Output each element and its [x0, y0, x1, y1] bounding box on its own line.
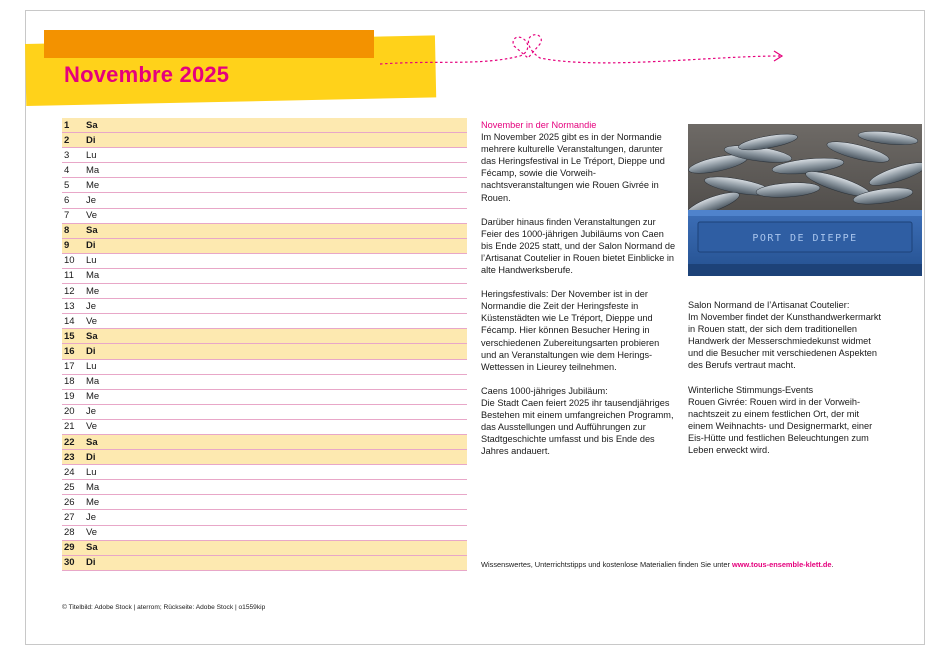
weekday: Lu	[86, 466, 97, 478]
day-number: 29	[64, 542, 75, 554]
day-number: 6	[64, 195, 70, 207]
day-number: 17	[64, 361, 75, 373]
weekday: Je	[86, 195, 97, 207]
page-title: Novembre 2025	[64, 62, 230, 87]
weekday: Ma	[86, 481, 100, 493]
day-number: 18	[64, 376, 75, 388]
weekday: Je	[86, 511, 97, 523]
weekday: Di	[86, 345, 96, 357]
day-number: 26	[64, 496, 75, 508]
calendar-row	[62, 556, 467, 571]
day-number: 15	[64, 330, 75, 342]
paragraph: Im November findet der Kunsthandwerkermarkt in Rouen statt, der sich dem traditionellen Handwerk der Messerschmiedekunst widmet und die Besucher mit verschiedenen Aspekten des Berufs vertraut macht.	[688, 312, 882, 371]
paragraph: Darüber hinaus finden Veranstaltungen zur Feier des 1000-jährigen Jubiläums von Caen bis Ende 2025 statt, und der Salon Normand de l’Artisanat Coutelier in Rouen bietet Einblicke in alte Handwerksberufe.	[481, 216, 676, 276]
weekday: Di	[86, 134, 96, 146]
calendar-row	[62, 344, 467, 359]
weekday: Ma	[86, 164, 100, 176]
day-number: 12	[64, 285, 75, 297]
weekday: Me	[86, 496, 100, 508]
section-heading: Caens 1000-jähriges Jubiläum:	[481, 385, 608, 396]
day-number: 20	[64, 406, 75, 418]
paragraph: Im November 2025 gibt es in der Normandie mehrere kulturelle Veranstaltungen, darunter das Heringsfestival in Le Tréport, Dieppe und Fécamp, sowie die Vorweihnachtsveranstaltungen wie Rouen Givrée in Rouen.	[481, 132, 665, 203]
calendar-row	[62, 269, 467, 284]
weekday: Ma	[86, 376, 100, 388]
calendar-row	[62, 118, 467, 133]
day-number: 23	[64, 451, 75, 463]
calendar-row	[62, 209, 467, 224]
weekday: Sa	[86, 436, 98, 448]
footer-period: .	[831, 560, 834, 569]
calendar-row	[62, 193, 467, 208]
day-number: 5	[64, 179, 70, 191]
paragraph: Rouen Givrée: Rouen wird in der Vorweihnachtszeit zu einem festlichen Ort, der mit einem Weihnachts- und Designermarkt, einer Eis-Hütte und festlichen Beleuchtungen zum Leben erweckt wird.	[688, 396, 873, 456]
weekday: Ve	[86, 210, 98, 222]
calendar-row	[62, 178, 467, 193]
calendar-row	[62, 375, 467, 390]
calendar-row	[62, 541, 467, 556]
calendar-row	[62, 329, 467, 344]
day-number: 30	[64, 557, 75, 569]
day-number: 13	[64, 300, 75, 312]
section-heading: Salon Normand de l’Artisanat Coutelier:	[688, 300, 850, 310]
weekday: Sa	[86, 542, 98, 554]
crate-label: PORT DE DIEPPE	[752, 233, 858, 244]
calendar-row	[62, 314, 467, 329]
weekday: Sa	[86, 225, 98, 237]
day-number: 27	[64, 511, 75, 523]
day-number: 10	[64, 255, 75, 267]
calendar-row	[62, 420, 467, 435]
calendar-list	[62, 118, 467, 571]
weekday: Je	[86, 406, 97, 418]
footer-note	[481, 560, 834, 569]
day-number: 22	[64, 436, 75, 448]
day-number: 2	[64, 134, 70, 146]
text-column-right	[688, 299, 884, 468]
weekday: Me	[86, 391, 100, 403]
day-number: 28	[64, 527, 75, 539]
calendar-row	[62, 450, 467, 465]
header-orange-band	[44, 30, 374, 58]
herring-crate-photo	[688, 124, 922, 276]
weekday: Sa	[86, 119, 98, 131]
website-link[interactable]: www.tous-ensemble-klett.de	[732, 560, 832, 569]
calendar-row	[62, 435, 467, 450]
photo-credit: © Titelbild: Adobe Stock | aterrom; Rückseite: Adobe Stock | o1559kip	[62, 604, 266, 611]
paragraph: Die Stadt Caen feiert 2025 ihr tausendjähriges Bestehen mit einem umfangreichen Programm, das Ausstellungen und Aufführungen zur Stadtgeschichte umfasst und bis Ende des Jahres andauert.	[481, 397, 674, 457]
calendar-row	[62, 526, 467, 541]
weekday: Lu	[86, 149, 97, 161]
heart-dotted-line-icon	[380, 30, 790, 80]
weekday: Di	[86, 451, 96, 463]
weekday: Ve	[86, 315, 98, 327]
day-number: 7	[64, 210, 70, 222]
section-heading: November in der Normandie	[481, 120, 597, 130]
calendar-row	[62, 163, 467, 178]
weekday: Di	[86, 557, 96, 569]
calendar-row	[62, 133, 467, 148]
day-number: 14	[64, 315, 75, 327]
weekday: Lu	[86, 255, 97, 267]
calendar-row	[62, 510, 467, 525]
day-number: 21	[64, 421, 75, 433]
calendar-row	[62, 480, 467, 495]
day-number: 24	[64, 466, 75, 478]
calendar-row	[62, 299, 467, 314]
calendar-row	[62, 224, 467, 239]
day-number: 16	[64, 345, 75, 357]
weekday: Ma	[86, 270, 100, 282]
weekday: Sa	[86, 330, 98, 342]
text-column-left	[481, 119, 677, 469]
calendar-row	[62, 239, 467, 254]
day-number: 11	[64, 270, 74, 282]
calendar-row	[62, 465, 467, 480]
weekday: Me	[86, 179, 100, 191]
day-number: 9	[64, 240, 70, 252]
day-number: 1	[64, 119, 70, 131]
day-number: 4	[64, 164, 70, 176]
weekday: Lu	[86, 361, 97, 373]
calendar-row	[62, 495, 467, 510]
calendar-row	[62, 284, 467, 299]
weekday: Je	[86, 300, 97, 312]
section-heading: Winterliche Stimmungs-Events	[688, 384, 814, 395]
weekday: Me	[86, 285, 100, 297]
weekday: Ve	[86, 527, 98, 539]
calendar-row	[62, 390, 467, 405]
paragraph: Heringsfestivals: Der November ist in der Normandie die Zeit der Heringsfeste in Küstenstädten wie Le Tréport, Dieppe und Fécamp. Hier können Besucher Hering in verschiedenen Zubereitungsarten probieren und an Veranstaltungen wie dem Herings-Wettessen in Lieurey teilnehmen.	[481, 289, 660, 372]
calendar-row	[62, 360, 467, 375]
weekday: Di	[86, 240, 96, 252]
calendar-row	[62, 254, 467, 269]
day-number: 3	[64, 149, 70, 161]
day-number: 25	[64, 481, 75, 493]
day-number: 8	[64, 225, 70, 237]
calendar-row	[62, 148, 467, 163]
weekday: Ve	[86, 421, 98, 433]
footer-text: Wissenswertes, Unterrichtstipps und kostenlose Materialien finden Sie unter	[481, 560, 732, 569]
calendar-row	[62, 405, 467, 420]
day-number: 19	[64, 391, 75, 403]
